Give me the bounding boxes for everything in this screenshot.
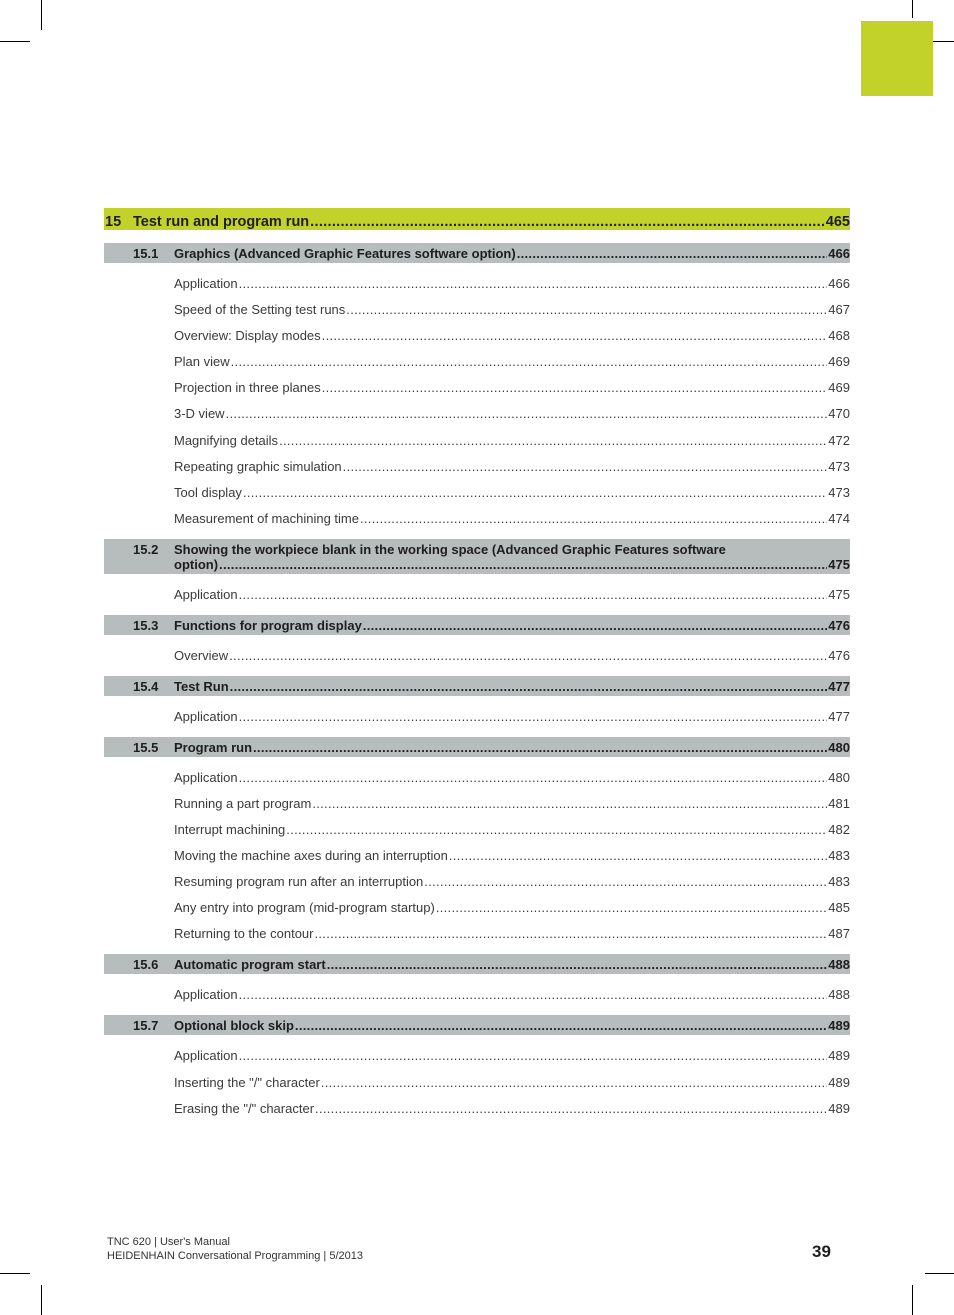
section-page: 466 xyxy=(828,246,850,261)
section-page: 477 xyxy=(828,678,850,694)
toc-entry[interactable]: Application ..... 466 xyxy=(174,276,850,302)
section-number: 15.2 xyxy=(133,541,159,557)
section-page: 489 xyxy=(828,1018,850,1034)
crop-mark xyxy=(0,1273,30,1274)
section-items xyxy=(104,1035,850,1120)
crop-mark xyxy=(0,41,30,42)
section-page: 480 xyxy=(828,739,850,755)
section-title-line: Showing the workpiece blank in the working space (Advanced Graphic Features software xyxy=(174,541,726,557)
toc-entry[interactable]: Repeating graphic simulation ..... 473 xyxy=(174,459,850,485)
section-heading[interactable] xyxy=(104,615,850,635)
toc-entry[interactable]: Application ..... 488 xyxy=(174,987,850,1007)
footer-line: TNC 620 | User's Manual xyxy=(107,1236,230,1248)
toc-entry[interactable]: Measurement of machining time ..... 474 xyxy=(174,511,850,531)
section-items xyxy=(104,574,850,607)
leader-dots xyxy=(253,740,827,755)
crop-mark xyxy=(41,1285,42,1315)
toc-entry[interactable]: 3-D view ..... 470 xyxy=(174,406,850,432)
toc-entry[interactable]: Running a part program ..... 481 xyxy=(174,796,850,822)
section-title: Optional block skip xyxy=(174,1018,294,1034)
toc-entry[interactable]: Speed of the Setting test runs ..... 467 xyxy=(174,302,850,328)
section-heading[interactable] xyxy=(104,737,850,757)
chapter-page: 465 xyxy=(825,214,850,230)
toc-entry[interactable]: Any entry into program (mid-program startup) ..... 485 xyxy=(174,900,850,926)
toc-entry[interactable]: Magnifying details ..... 472 xyxy=(174,433,850,459)
section-page: 488 xyxy=(828,957,850,973)
section-number: 15.7 xyxy=(133,1018,159,1034)
leader-dots xyxy=(327,957,828,972)
footer-line: HEIDENHAIN Conversational Programming | 5/2013 xyxy=(107,1250,363,1262)
toc-entry[interactable]: Overview: Display modes ..... 468 xyxy=(174,328,850,354)
section-items xyxy=(104,696,850,729)
chapter-title: Test run and program run xyxy=(133,214,310,230)
section-items xyxy=(104,635,850,668)
section-page: 476 xyxy=(828,617,850,633)
section-heading[interactable] xyxy=(104,1015,850,1035)
section-title: Functions for program display xyxy=(174,617,362,633)
section-heading[interactable] xyxy=(104,676,850,696)
section-heading[interactable] xyxy=(104,539,850,574)
leader-dots xyxy=(295,1018,827,1033)
table-of-contents xyxy=(104,208,850,1121)
chapter-tab xyxy=(861,21,933,96)
crop-mark xyxy=(912,0,913,18)
toc-entry[interactable]: Application ..... 480 xyxy=(174,770,850,796)
footer xyxy=(107,1235,363,1263)
crop-mark xyxy=(912,1285,913,1315)
toc-entry[interactable]: Moving the machine axes during an interruption ..... 483 xyxy=(174,848,850,874)
section-title: Test Run xyxy=(174,678,229,694)
section-items xyxy=(104,263,850,531)
page-number: 39 xyxy=(812,1242,831,1261)
leader-dots xyxy=(363,618,828,633)
section-number: 15.1 xyxy=(133,246,159,261)
toc-entry[interactable]: Application ..... 475 xyxy=(174,587,850,607)
chapter-number: 15 xyxy=(105,214,122,230)
section-items xyxy=(104,974,850,1007)
leader-dots xyxy=(219,557,827,572)
toc-entry[interactable]: Application ..... 489 xyxy=(174,1048,850,1074)
toc-entry[interactable]: Erasing the "/" character ..... 489 xyxy=(174,1101,850,1121)
section-number: 15.3 xyxy=(133,617,159,633)
leader-dots xyxy=(517,246,828,261)
section-title: Automatic program start xyxy=(174,957,326,973)
section-page: 475 xyxy=(828,556,850,572)
section-title: option) xyxy=(174,556,219,572)
section-title: Program run xyxy=(174,739,253,755)
crop-mark xyxy=(41,0,42,30)
toc-entry[interactable]: Inserting the "/" character ..... 489 xyxy=(174,1075,850,1101)
section-number: 15.5 xyxy=(133,739,159,755)
toc-entry[interactable]: Returning to the contour ..... 487 xyxy=(174,926,850,946)
toc-entry[interactable]: Projection in three planes ..... 469 xyxy=(174,380,850,406)
crop-mark xyxy=(925,1273,954,1274)
section-number: 15.4 xyxy=(133,678,159,694)
chapter-heading[interactable] xyxy=(104,208,850,230)
toc-entry[interactable]: Tool display ..... 473 xyxy=(174,485,850,511)
section-heading[interactable] xyxy=(104,243,850,263)
toc-entry[interactable]: Application ..... 477 xyxy=(174,709,850,729)
toc-entry[interactable]: Plan view ..... 469 xyxy=(174,354,850,380)
section-number: 15.6 xyxy=(133,957,159,973)
section-items xyxy=(104,757,850,947)
section-title: Graphics (Advanced Graphic Features software option) xyxy=(174,246,516,261)
toc-entry[interactable]: Interrupt machining ..... 482 xyxy=(174,822,850,848)
leader-dots xyxy=(230,679,828,694)
toc-entry[interactable]: Resuming program run after an interruption ..... 483 xyxy=(174,874,850,900)
section-heading[interactable] xyxy=(104,954,850,974)
leader-dots xyxy=(310,214,825,230)
toc-entry[interactable]: Overview ..... 476 xyxy=(174,648,850,668)
